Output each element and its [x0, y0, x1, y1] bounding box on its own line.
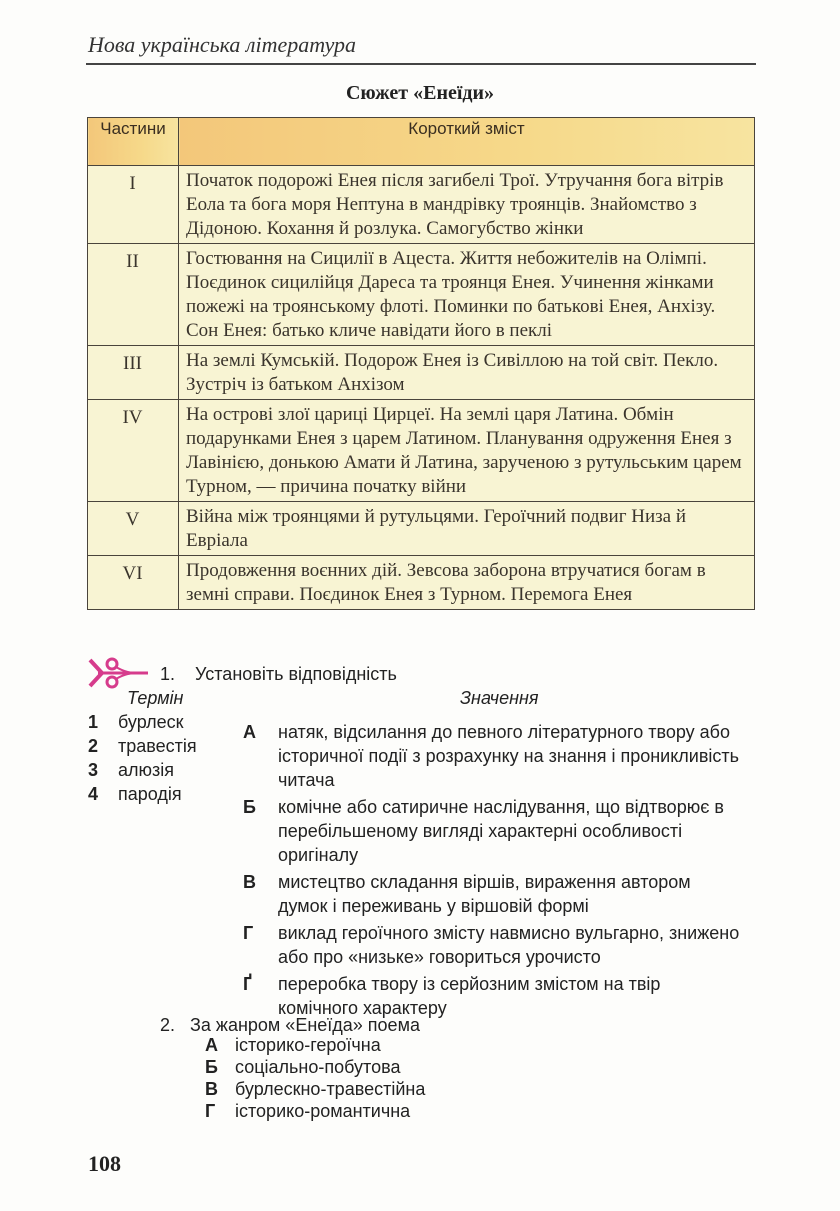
- answer-option: Г історико-романтична: [205, 1101, 411, 1121]
- table-row: [88, 400, 755, 502]
- plot-table: [87, 117, 755, 610]
- exercise2-options: [205, 1034, 505, 1122]
- table-row: [88, 346, 755, 400]
- summary-cell: На острові злої цариці Цирцеї. На землі царя Латина. Обмін подарунками Енея з царем Латином. Планування одруження Енея з Лавінією, донькою Амати й Латина, зарученою з рутульським царем Турном, — причина початку війни: [179, 400, 755, 502]
- column-header-parts: Частини: [88, 118, 179, 166]
- term-item: 1 бурлеск: [88, 712, 184, 732]
- table-header-row: [88, 118, 755, 166]
- term-item: 4 пародія: [88, 784, 182, 804]
- exercise1-prompt: 1. Установіть відповідність: [160, 664, 397, 684]
- table-row: [88, 502, 755, 556]
- meaning-item: Ґ переробка твору із серйозним змістом на твір комічного характеру: [243, 974, 661, 1018]
- part-cell: IV: [88, 400, 179, 502]
- exercise-icon: [86, 656, 152, 690]
- terms-heading: Термін: [127, 688, 184, 708]
- part-cell: I: [88, 166, 179, 244]
- table-row: [88, 556, 755, 610]
- column-header-summary: Короткий зміст: [179, 118, 755, 166]
- answer-option: В бурлескно-травестійна: [205, 1079, 426, 1099]
- summary-cell: Продовження воєнних дій. Зевсова заборона втручатися богам в земні справи. Поєдинок Енея з Турном. Перемога Енея: [179, 556, 755, 610]
- meaning-item: Б комічне або сатиричне наслідування, що відтворює в перебільшеному вигляді характерні особливості оригіналу: [243, 797, 724, 865]
- summary-cell: Початок подорожі Енея після загибелі Трої. Утручання бога вітрів Еола та бога моря Нептуна в мандрівку троянців. Знайомство з Дідоною. Кохання й розлука. Самогубство жінки: [179, 166, 755, 244]
- page-number: 108: [88, 1151, 121, 1176]
- summary-cell: Гостювання на Сицилії в Ацеста. Життя небожителів на Олімпі. Поєдинок сицилійця Дареса та троянця Енея. Учинення жінками пожежі на троянському флоті. Поминки по батькові Енея, Анхізу. Сон Енея: батько кличе навідати його в пеклі: [179, 244, 755, 346]
- meanings-heading: Значення: [460, 688, 539, 708]
- section-title: Сюжет «Енеїди»: [345, 82, 495, 104]
- summary-cell: Війна між троянцями й рутульцями. Героїчний подвиг Низа й Евріала: [179, 502, 755, 556]
- meanings-list: [243, 720, 743, 1023]
- running-title: Нова українська література: [88, 32, 357, 57]
- table-row: [88, 244, 755, 346]
- part-cell: III: [88, 346, 179, 400]
- exercise2-prompt: 2. За жанром «Енеїда» поема: [160, 1015, 420, 1035]
- term-item: 3 алюзія: [88, 760, 175, 780]
- part-cell: VI: [88, 556, 179, 610]
- term-item: 2 травестія: [88, 736, 197, 756]
- part-cell: II: [88, 244, 179, 346]
- header-rule: [86, 63, 756, 65]
- answer-option: А історико-героїчна: [205, 1035, 381, 1055]
- part-cell: V: [88, 502, 179, 556]
- summary-cell: На землі Кумській. Подорож Енея із Сивіллою на той світ. Пекло. Зустріч із батьком Анхізом: [179, 346, 755, 400]
- answer-option: Б соціально-побутова: [205, 1057, 401, 1077]
- meaning-item: В мистецтво складання віршів, вираження автором думок і переживань у віршовій формі: [243, 872, 691, 916]
- terms-list: [88, 710, 218, 806]
- table-row: [88, 166, 755, 244]
- meaning-item: А натяк, відсилання до певного літературного твору або історичної події з розрахунку на знання і проникливість читача: [243, 722, 740, 790]
- meaning-item: Г виклад героїчного змісту навмисно вульгарно, знижено або про «низьке» говориться урочисто: [243, 923, 740, 967]
